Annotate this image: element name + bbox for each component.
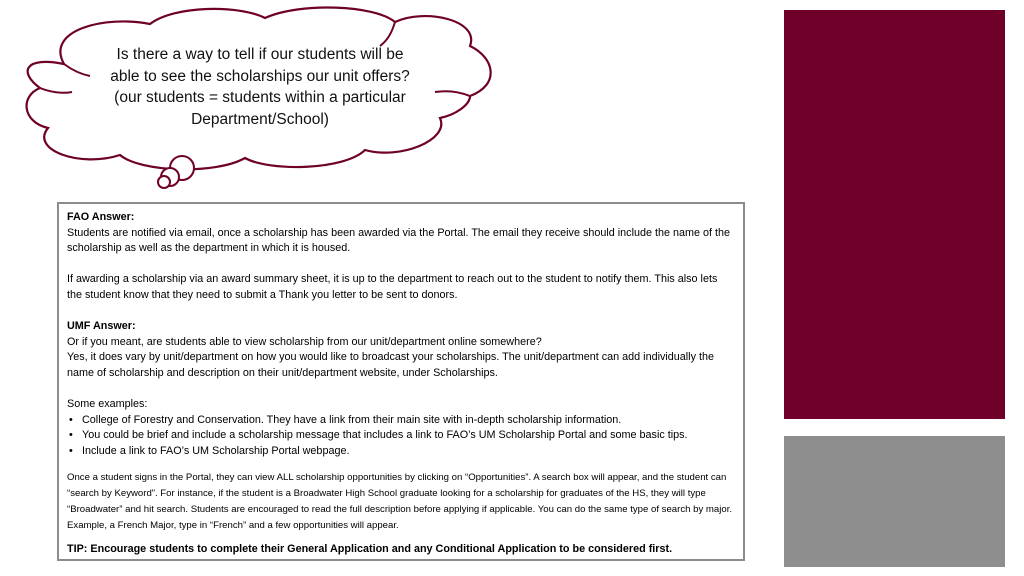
- umf-line-2: Yes, it does vary by unit/department on how you would like to broadcast your scholarships. The unit/department can add individually the name of scholarship and description on their unit/department website, under Scholarships.: [67, 351, 714, 379]
- fao-heading: FAO Answer:: [67, 211, 135, 223]
- fao-paragraph-1: Students are notified via email, once a scholarship has been awarded via the Portal. The email they receive should include the name of the scholarship as well as the department in which it is housed.: [67, 226, 731, 255]
- maroon-accent-panel: [784, 10, 1005, 419]
- umf-heading: UMF Answer:: [67, 320, 136, 333]
- question-text: Is there a way to tell if our students will be able to see the scholarships our unit offers? (our students = students within a particular Department/School): [110, 46, 410, 128]
- list-item: • Include a link to FAO’s UM Scholarship Portal webpage.: [67, 444, 735, 460]
- answer-box: [57, 202, 745, 561]
- list-item: • You could be brief and include a scholarship message that includes a link to FAO’s UM Scholarship Portal and some basic tips.: [67, 428, 735, 444]
- tip-text: TIP: Encourage students to complete their General Application and any Conditional Application to be considered first.: [67, 542, 673, 555]
- examples-heading: Some examples:: [67, 398, 148, 411]
- umf-line-1: Or if you meant, are students able to view scholarship from our unit/department online somewhere?: [67, 335, 542, 348]
- portal-paragraph: Once a student signs in the Portal, they can view ALL scholarship opportunities by clicking on “Opportunities”. A search box will appear, and the student can “search by Keyword”. For instance, if the student is a Broadwater High School graduate looking for a scholarship for graduates of the HS, they will type “Broadwater” and hit search. Students are encouraged to read the full description before applying if applicable. You can do the same type of search by major. Example, a French Major, type in “French” and a few opportunities will appear.: [67, 471, 733, 531]
- examples-list: [67, 413, 735, 460]
- gray-accent-panel: [784, 436, 1005, 567]
- list-item: • College of Forestry and Conservation. They have a link from their main site with in-depth scholarship information.: [67, 413, 735, 429]
- fao-paragraph-2: If awarding a scholarship via an award summary sheet, it is up to the department to reach out to the student to notify them. This also lets the student know that they need to submit a Thank you letter to be sent to donors.: [67, 273, 718, 301]
